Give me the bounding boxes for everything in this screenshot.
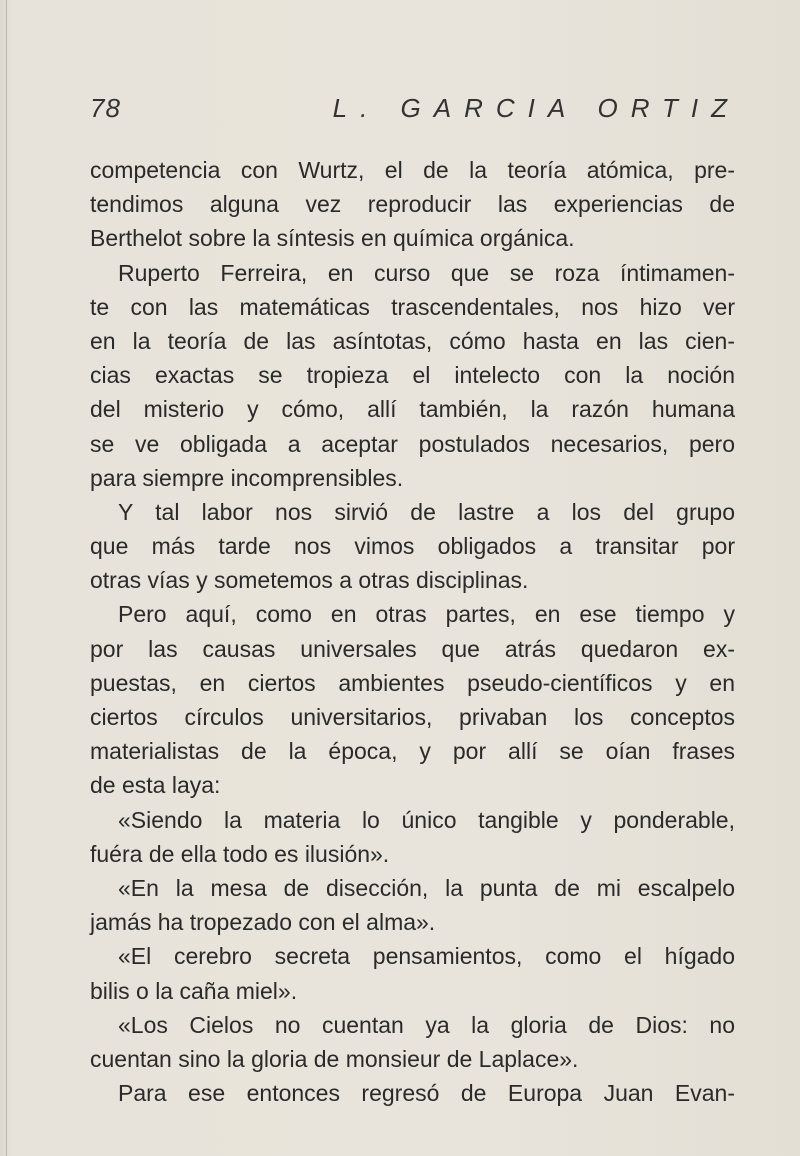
text-line: tendimos alguna vez reproducir las experiencias de xyxy=(90,191,735,218)
text-line: «Siendo la materia lo único tangible y ponderable, xyxy=(118,806,735,833)
text-line: te con las matemáticas trascendentales, nos hizo ver xyxy=(90,293,735,320)
text-line: ciertos círculos universitarios, privaban los conceptos xyxy=(90,704,735,730)
text-line: se ve obligada a aceptar postulados necesarios, pero xyxy=(90,430,735,457)
text-line: materialistas de la época, y por allí se oían frases xyxy=(90,738,735,765)
text-line: Berthelot sobre la síntesis en química orgánica. xyxy=(90,225,575,252)
text-line: fuéra de ella todo es ilusión». xyxy=(90,840,390,867)
text-line: «En la mesa de disección, la punta de mi escalpelo xyxy=(118,874,735,901)
running-head: L. GARCIA ORTIZ xyxy=(332,93,740,123)
page-header xyxy=(90,93,740,133)
text-line: competencia con Wurtz, el de la teoría atómica, pre- xyxy=(90,157,735,183)
text-line: puestas, en ciertos ambientes pseudo-científicos y en xyxy=(90,669,735,696)
text-line: de esta laya: xyxy=(90,772,221,799)
text-line: en la teoría de las asíntotas, cómo hasta en las cien- xyxy=(90,327,735,354)
text-line: que más tarde nos vimos obligados a transitar por xyxy=(90,533,735,560)
body-text xyxy=(90,153,735,1110)
text-line: «Los Cielos no cuentan ya la gloria de Dios: no xyxy=(118,1011,735,1038)
text-line: bilis o la caña miel». xyxy=(90,977,298,1004)
text-line: otras vías y sometemos a otras disciplinas. xyxy=(90,567,529,594)
text-line: por las causas universales que atrás quedaron ex- xyxy=(90,635,735,662)
text-line: del misterio y cómo, allí también, la razón humana xyxy=(90,396,735,423)
text-line: Pero aquí, como en otras partes, en ese tiempo y xyxy=(118,601,735,628)
text-line: para siempre incomprensibles. xyxy=(90,464,404,491)
text-line: cias exactas se tropieza el intelecto con la noción xyxy=(90,362,735,389)
text-line: «El cerebro secreta pensamientos, como el hígado xyxy=(118,943,735,970)
text-line: cuentan sino la gloria de monsieur de Laplace». xyxy=(90,1045,579,1072)
page-edge xyxy=(6,0,7,1156)
text-line: jamás ha tropezado con el alma». xyxy=(90,909,436,936)
text-line: Ruperto Ferreira, en curso que se roza íntimamen- xyxy=(118,259,735,286)
page-number: 78 xyxy=(90,93,121,123)
text-line: Y tal labor nos sirvió de lastre a los del grupo xyxy=(118,498,735,525)
text-line: Para ese entonces regresó de Europa Juan Evan- xyxy=(118,1080,735,1107)
